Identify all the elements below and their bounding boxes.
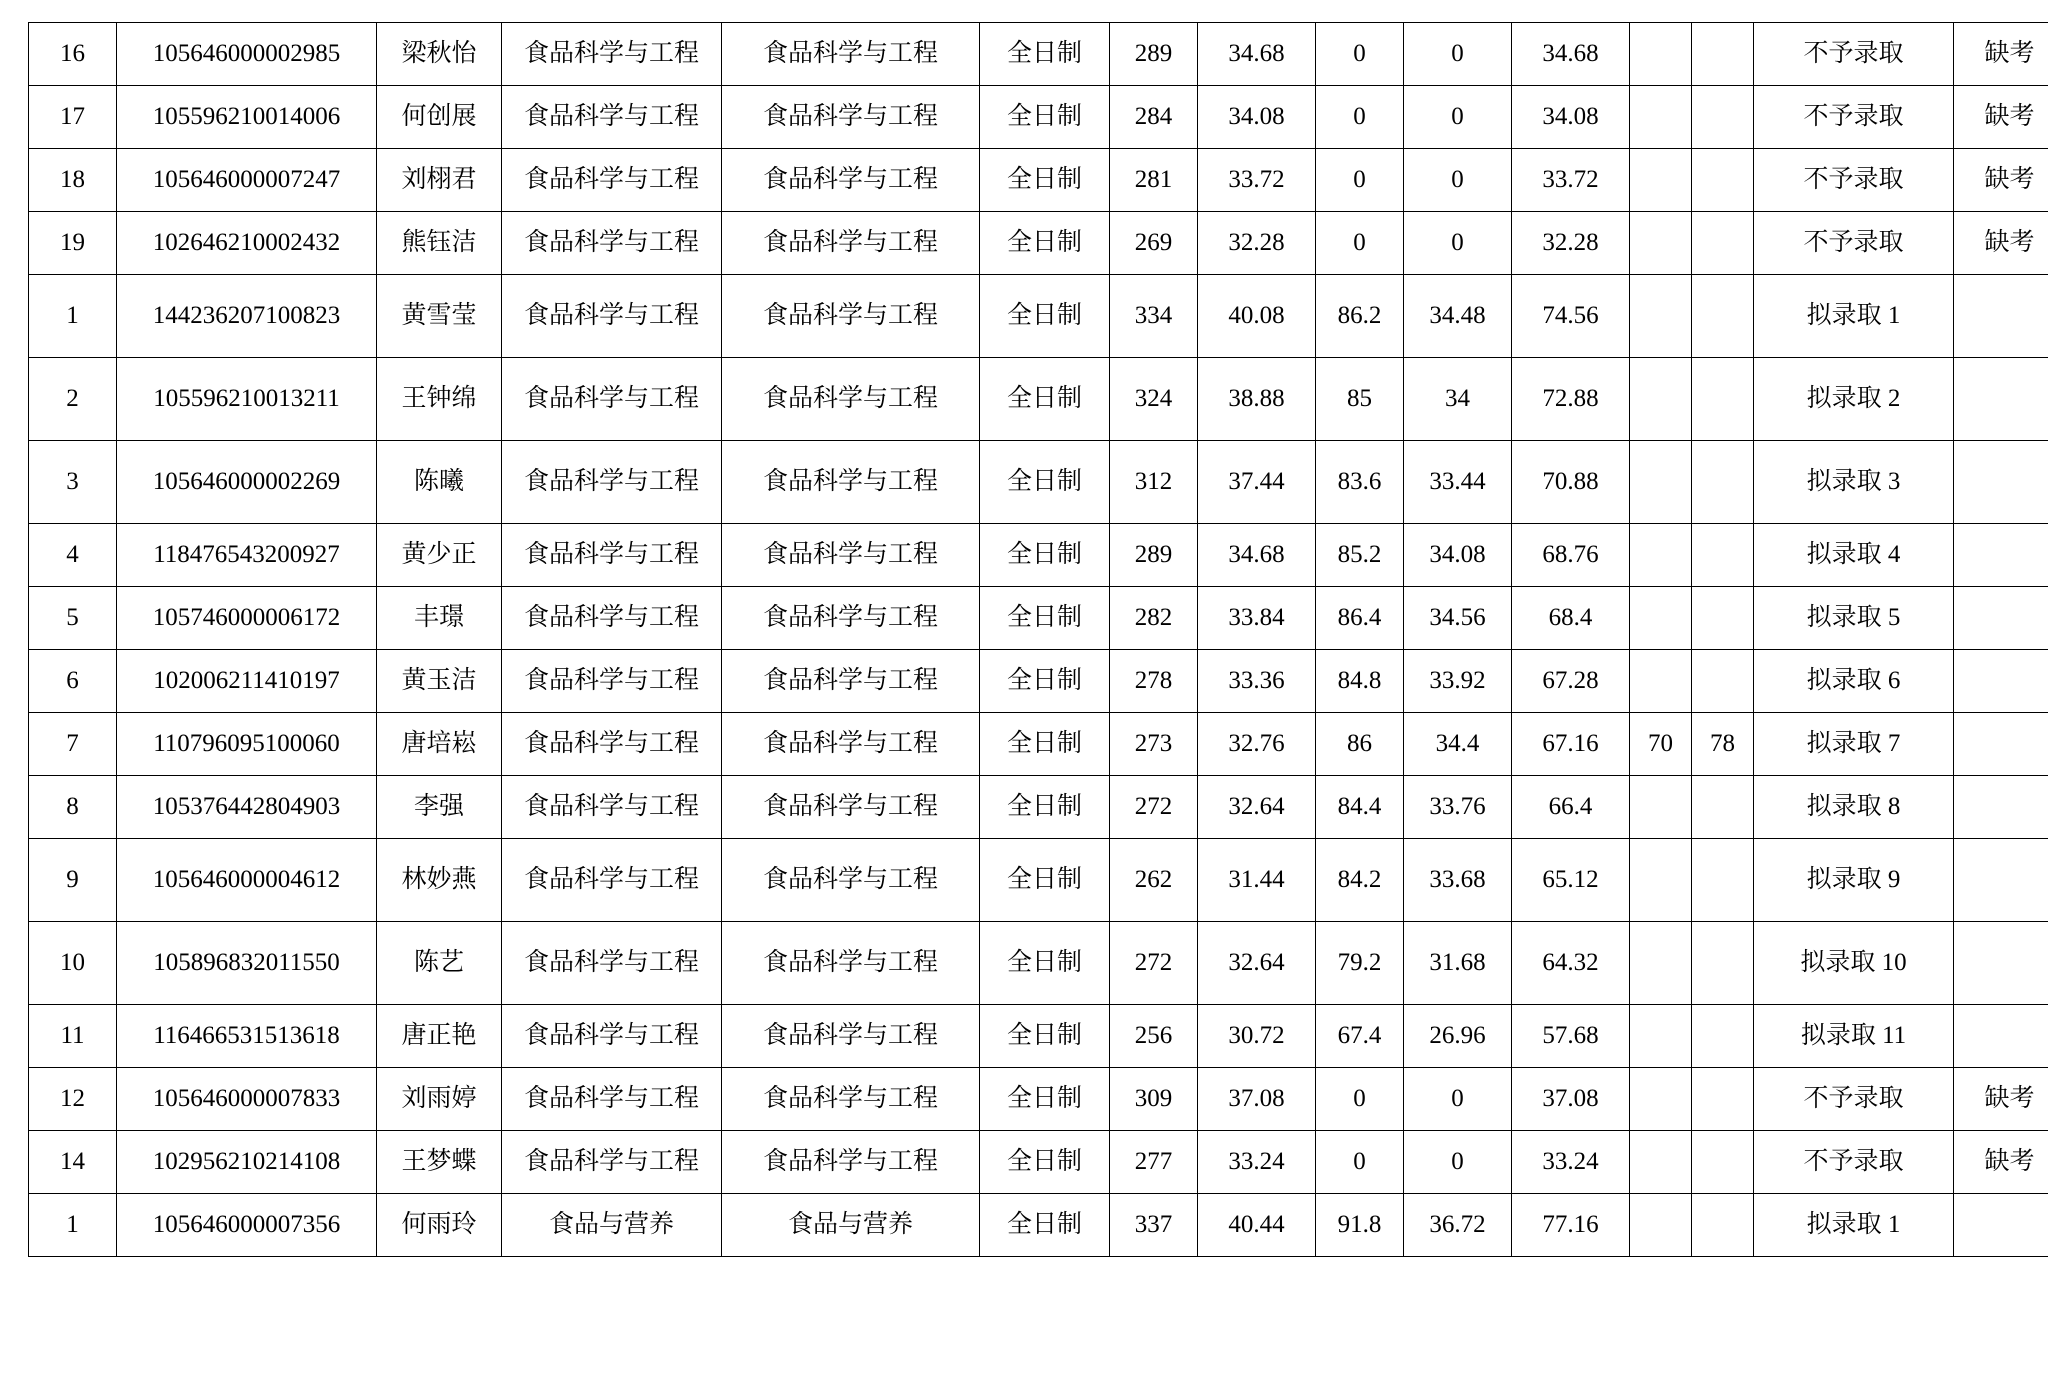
cell-initial-score: 273	[1110, 713, 1198, 776]
cell-study-mode: 全日制	[980, 358, 1110, 441]
cell-study-mode: 全日制	[980, 650, 1110, 713]
cell-candidate-no: 116466531513618	[117, 1005, 377, 1068]
cell-candidate-no: 102956210214108	[117, 1131, 377, 1194]
cell-applied-major: 食品科学与工程	[502, 86, 722, 149]
cell-candidate-no: 105896832011550	[117, 922, 377, 1005]
cell-candidate-no: 105746000006172	[117, 587, 377, 650]
cell-result: 不予录取	[1754, 212, 1954, 275]
cell-name: 刘雨婷	[377, 1068, 502, 1131]
cell-admitted-major: 食品科学与工程	[722, 524, 980, 587]
cell-study-mode: 全日制	[980, 587, 1110, 650]
cell-total-score: 34.68	[1512, 23, 1630, 86]
table-row	[29, 441, 2048, 524]
cell-applied-major: 食品科学与工程	[502, 713, 722, 776]
cell-retest-weighted: 33.68	[1404, 839, 1512, 922]
cell-applied-major: 食品科学与工程	[502, 149, 722, 212]
cell-applied-major: 食品科学与工程	[502, 524, 722, 587]
cell-study-mode: 全日制	[980, 1068, 1110, 1131]
cell-admitted-major: 食品科学与工程	[722, 358, 980, 441]
cell-total-score: 77.16	[1512, 1194, 1630, 1257]
cell-candidate-no: 105646000002269	[117, 441, 377, 524]
cell-candidate-no: 105596210013211	[117, 358, 377, 441]
cell-extra-1	[1630, 524, 1692, 587]
cell-retest-weighted: 0	[1404, 1131, 1512, 1194]
table-row	[29, 86, 2048, 149]
cell-initial-score: 278	[1110, 650, 1198, 713]
cell-study-mode: 全日制	[980, 149, 1110, 212]
cell-extra-2	[1692, 587, 1754, 650]
cell-retest-score: 84.2	[1316, 839, 1404, 922]
cell-retest-score: 0	[1316, 212, 1404, 275]
cell-study-mode: 全日制	[980, 23, 1110, 86]
cell-result: 拟录取 11	[1754, 1005, 1954, 1068]
cell-index: 12	[29, 1068, 117, 1131]
table-row	[29, 839, 2048, 922]
cell-initial-score: 282	[1110, 587, 1198, 650]
cell-index: 14	[29, 1131, 117, 1194]
cell-retest-weighted: 31.68	[1404, 922, 1512, 1005]
cell-total-score: 37.08	[1512, 1068, 1630, 1131]
cell-retest-score: 86.4	[1316, 587, 1404, 650]
cell-note: 缺考	[1954, 212, 2048, 275]
cell-applied-major: 食品科学与工程	[502, 441, 722, 524]
cell-admitted-major: 食品科学与工程	[722, 23, 980, 86]
cell-admitted-major: 食品科学与工程	[722, 275, 980, 358]
cell-admitted-major: 食品科学与工程	[722, 212, 980, 275]
cell-initial-weighted: 34.68	[1198, 524, 1316, 587]
cell-extra-2	[1692, 149, 1754, 212]
table-row	[29, 275, 2048, 358]
cell-index: 1	[29, 275, 117, 358]
cell-initial-weighted: 40.08	[1198, 275, 1316, 358]
cell-extra-1	[1630, 358, 1692, 441]
cell-extra-2	[1692, 1005, 1754, 1068]
cell-retest-weighted: 0	[1404, 23, 1512, 86]
cell-note	[1954, 524, 2048, 587]
cell-note	[1954, 1005, 2048, 1068]
cell-retest-weighted: 34	[1404, 358, 1512, 441]
cell-initial-weighted: 38.88	[1198, 358, 1316, 441]
cell-initial-score: 277	[1110, 1131, 1198, 1194]
cell-result: 拟录取 8	[1754, 776, 1954, 839]
cell-initial-score: 289	[1110, 23, 1198, 86]
cell-retest-score: 0	[1316, 23, 1404, 86]
cell-admitted-major: 食品科学与工程	[722, 650, 980, 713]
cell-extra-2	[1692, 86, 1754, 149]
cell-note	[1954, 275, 2048, 358]
cell-initial-weighted: 33.84	[1198, 587, 1316, 650]
cell-name: 黄玉洁	[377, 650, 502, 713]
cell-index: 7	[29, 713, 117, 776]
cell-extra-1	[1630, 587, 1692, 650]
cell-name: 唐正艳	[377, 1005, 502, 1068]
cell-applied-major: 食品科学与工程	[502, 839, 722, 922]
cell-retest-weighted: 34.08	[1404, 524, 1512, 587]
cell-applied-major: 食品科学与工程	[502, 358, 722, 441]
cell-retest-score: 83.6	[1316, 441, 1404, 524]
cell-name: 何创展	[377, 86, 502, 149]
cell-result: 不予录取	[1754, 86, 1954, 149]
cell-total-score: 65.12	[1512, 839, 1630, 922]
cell-admitted-major: 食品科学与工程	[722, 86, 980, 149]
cell-retest-weighted: 0	[1404, 149, 1512, 212]
cell-extra-1	[1630, 212, 1692, 275]
cell-retest-score: 85	[1316, 358, 1404, 441]
cell-study-mode: 全日制	[980, 922, 1110, 1005]
cell-extra-1	[1630, 1005, 1692, 1068]
cell-result: 拟录取 7	[1754, 713, 1954, 776]
cell-extra-2	[1692, 524, 1754, 587]
cell-admitted-major: 食品科学与工程	[722, 149, 980, 212]
table-row	[29, 1194, 2048, 1257]
cell-extra-1	[1630, 86, 1692, 149]
cell-applied-major: 食品科学与工程	[502, 1005, 722, 1068]
cell-applied-major: 食品科学与工程	[502, 1068, 722, 1131]
cell-total-score: 74.56	[1512, 275, 1630, 358]
cell-note: 缺考	[1954, 23, 2048, 86]
cell-extra-2: 78	[1692, 713, 1754, 776]
cell-retest-score: 0	[1316, 1068, 1404, 1131]
table-row	[29, 149, 2048, 212]
cell-retest-score: 0	[1316, 149, 1404, 212]
cell-extra-1	[1630, 275, 1692, 358]
cell-extra-1	[1630, 1131, 1692, 1194]
cell-admitted-major: 食品科学与工程	[722, 713, 980, 776]
cell-index: 1	[29, 1194, 117, 1257]
table-row	[29, 922, 2048, 1005]
cell-retest-score: 79.2	[1316, 922, 1404, 1005]
cell-candidate-no: 105646000004612	[117, 839, 377, 922]
cell-applied-major: 食品科学与工程	[502, 922, 722, 1005]
cell-note	[1954, 839, 2048, 922]
cell-initial-weighted: 33.72	[1198, 149, 1316, 212]
cell-total-score: 33.72	[1512, 149, 1630, 212]
cell-initial-score: 262	[1110, 839, 1198, 922]
cell-study-mode: 全日制	[980, 1194, 1110, 1257]
table-row	[29, 212, 2048, 275]
cell-name: 林妙燕	[377, 839, 502, 922]
cell-initial-weighted: 37.44	[1198, 441, 1316, 524]
table-row	[29, 1068, 2048, 1131]
cell-retest-weighted: 34.4	[1404, 713, 1512, 776]
table-body	[29, 23, 2048, 1257]
cell-candidate-no: 144236207100823	[117, 275, 377, 358]
cell-retest-score: 67.4	[1316, 1005, 1404, 1068]
cell-name: 陈艺	[377, 922, 502, 1005]
cell-total-score: 64.32	[1512, 922, 1630, 1005]
cell-index: 6	[29, 650, 117, 713]
cell-name: 丰璟	[377, 587, 502, 650]
cell-retest-weighted: 0	[1404, 212, 1512, 275]
cell-admitted-major: 食品科学与工程	[722, 441, 980, 524]
cell-retest-score: 0	[1316, 1131, 1404, 1194]
cell-initial-weighted: 32.76	[1198, 713, 1316, 776]
table-row	[29, 524, 2048, 587]
cell-initial-weighted: 33.24	[1198, 1131, 1316, 1194]
cell-note: 缺考	[1954, 149, 2048, 212]
cell-total-score: 72.88	[1512, 358, 1630, 441]
cell-index: 18	[29, 149, 117, 212]
cell-total-score: 33.24	[1512, 1131, 1630, 1194]
cell-retest-score: 0	[1316, 86, 1404, 149]
cell-initial-score: 281	[1110, 149, 1198, 212]
cell-study-mode: 全日制	[980, 524, 1110, 587]
cell-index: 2	[29, 358, 117, 441]
cell-extra-1	[1630, 1194, 1692, 1257]
table-row	[29, 776, 2048, 839]
cell-total-score: 67.16	[1512, 713, 1630, 776]
cell-initial-score: 256	[1110, 1005, 1198, 1068]
cell-applied-major: 食品科学与工程	[502, 275, 722, 358]
cell-extra-2	[1692, 922, 1754, 1005]
cell-extra-2	[1692, 23, 1754, 86]
cell-candidate-no: 105376442804903	[117, 776, 377, 839]
cell-name: 王钟绵	[377, 358, 502, 441]
cell-note	[1954, 650, 2048, 713]
cell-index: 4	[29, 524, 117, 587]
cell-study-mode: 全日制	[980, 1131, 1110, 1194]
cell-note	[1954, 587, 2048, 650]
cell-initial-score: 272	[1110, 776, 1198, 839]
cell-name: 黄雪莹	[377, 275, 502, 358]
cell-study-mode: 全日制	[980, 86, 1110, 149]
cell-total-score: 68.4	[1512, 587, 1630, 650]
cell-total-score: 57.68	[1512, 1005, 1630, 1068]
cell-note: 缺考	[1954, 1068, 2048, 1131]
cell-initial-weighted: 30.72	[1198, 1005, 1316, 1068]
cell-result: 拟录取 2	[1754, 358, 1954, 441]
admission-table	[28, 22, 2048, 1257]
cell-study-mode: 全日制	[980, 441, 1110, 524]
cell-applied-major: 食品科学与工程	[502, 23, 722, 86]
cell-study-mode: 全日制	[980, 776, 1110, 839]
cell-initial-score: 312	[1110, 441, 1198, 524]
cell-applied-major: 食品科学与工程	[502, 212, 722, 275]
cell-index: 19	[29, 212, 117, 275]
cell-note	[1954, 358, 2048, 441]
cell-index: 17	[29, 86, 117, 149]
cell-retest-weighted: 36.72	[1404, 1194, 1512, 1257]
cell-index: 9	[29, 839, 117, 922]
cell-note: 缺考	[1954, 1131, 2048, 1194]
cell-admitted-major: 食品科学与工程	[722, 839, 980, 922]
cell-name: 刘栩君	[377, 149, 502, 212]
cell-result: 拟录取 10	[1754, 922, 1954, 1005]
cell-retest-score: 84.4	[1316, 776, 1404, 839]
cell-study-mode: 全日制	[980, 275, 1110, 358]
cell-name: 黄少正	[377, 524, 502, 587]
table-row	[29, 587, 2048, 650]
cell-note	[1954, 441, 2048, 524]
cell-admitted-major: 食品科学与工程	[722, 922, 980, 1005]
cell-candidate-no: 118476543200927	[117, 524, 377, 587]
cell-name: 唐培崧	[377, 713, 502, 776]
cell-total-score: 34.08	[1512, 86, 1630, 149]
cell-retest-score: 85.2	[1316, 524, 1404, 587]
cell-retest-weighted: 33.92	[1404, 650, 1512, 713]
cell-index: 16	[29, 23, 117, 86]
cell-applied-major: 食品科学与工程	[502, 650, 722, 713]
cell-extra-2	[1692, 1068, 1754, 1131]
cell-initial-score: 337	[1110, 1194, 1198, 1257]
cell-initial-score: 269	[1110, 212, 1198, 275]
table-row	[29, 1131, 2048, 1194]
cell-study-mode: 全日制	[980, 713, 1110, 776]
cell-candidate-no: 102006211410197	[117, 650, 377, 713]
cell-total-score: 68.76	[1512, 524, 1630, 587]
cell-note	[1954, 1194, 2048, 1257]
cell-retest-weighted: 33.44	[1404, 441, 1512, 524]
cell-extra-1	[1630, 441, 1692, 524]
cell-result: 拟录取 3	[1754, 441, 1954, 524]
cell-retest-score: 84.8	[1316, 650, 1404, 713]
cell-initial-weighted: 31.44	[1198, 839, 1316, 922]
cell-name: 陈曦	[377, 441, 502, 524]
cell-note	[1954, 922, 2048, 1005]
cell-admitted-major: 食品科学与工程	[722, 1068, 980, 1131]
cell-initial-weighted: 34.68	[1198, 23, 1316, 86]
cell-initial-score: 324	[1110, 358, 1198, 441]
cell-extra-2	[1692, 441, 1754, 524]
cell-extra-2	[1692, 212, 1754, 275]
cell-name: 梁秋怡	[377, 23, 502, 86]
table-row	[29, 650, 2048, 713]
cell-initial-score: 289	[1110, 524, 1198, 587]
cell-admitted-major: 食品与营养	[722, 1194, 980, 1257]
cell-candidate-no: 105646000002985	[117, 23, 377, 86]
cell-retest-score: 91.8	[1316, 1194, 1404, 1257]
cell-study-mode: 全日制	[980, 839, 1110, 922]
cell-initial-weighted: 37.08	[1198, 1068, 1316, 1131]
cell-candidate-no: 110796095100060	[117, 713, 377, 776]
cell-retest-score: 86.2	[1316, 275, 1404, 358]
cell-admitted-major: 食品科学与工程	[722, 587, 980, 650]
cell-extra-1: 70	[1630, 713, 1692, 776]
table-row	[29, 713, 2048, 776]
cell-name: 何雨玲	[377, 1194, 502, 1257]
cell-result: 拟录取 1	[1754, 1194, 1954, 1257]
cell-candidate-no: 102646210002432	[117, 212, 377, 275]
cell-extra-1	[1630, 1068, 1692, 1131]
cell-retest-weighted: 33.76	[1404, 776, 1512, 839]
cell-retest-weighted: 34.56	[1404, 587, 1512, 650]
cell-extra-1	[1630, 839, 1692, 922]
cell-index: 11	[29, 1005, 117, 1068]
cell-note	[1954, 713, 2048, 776]
cell-retest-weighted: 34.48	[1404, 275, 1512, 358]
cell-result: 拟录取 1	[1754, 275, 1954, 358]
cell-applied-major: 食品科学与工程	[502, 587, 722, 650]
cell-retest-weighted: 0	[1404, 86, 1512, 149]
cell-applied-major: 食品与营养	[502, 1194, 722, 1257]
cell-applied-major: 食品科学与工程	[502, 776, 722, 839]
cell-extra-2	[1692, 776, 1754, 839]
cell-extra-2	[1692, 275, 1754, 358]
cell-initial-weighted: 33.36	[1198, 650, 1316, 713]
cell-extra-2	[1692, 839, 1754, 922]
cell-extra-2	[1692, 650, 1754, 713]
table-row	[29, 358, 2048, 441]
cell-initial-score: 334	[1110, 275, 1198, 358]
cell-candidate-no: 105646000007356	[117, 1194, 377, 1257]
cell-admitted-major: 食品科学与工程	[722, 1131, 980, 1194]
cell-candidate-no: 105596210014006	[117, 86, 377, 149]
cell-initial-score: 284	[1110, 86, 1198, 149]
cell-extra-1	[1630, 650, 1692, 713]
cell-index: 10	[29, 922, 117, 1005]
cell-extra-1	[1630, 776, 1692, 839]
cell-index: 5	[29, 587, 117, 650]
cell-initial-weighted: 40.44	[1198, 1194, 1316, 1257]
cell-candidate-no: 105646000007833	[117, 1068, 377, 1131]
cell-applied-major: 食品科学与工程	[502, 1131, 722, 1194]
cell-initial-score: 309	[1110, 1068, 1198, 1131]
cell-total-score: 66.4	[1512, 776, 1630, 839]
cell-result: 不予录取	[1754, 1068, 1954, 1131]
cell-result: 不予录取	[1754, 149, 1954, 212]
cell-retest-weighted: 26.96	[1404, 1005, 1512, 1068]
cell-result: 拟录取 6	[1754, 650, 1954, 713]
cell-result: 拟录取 5	[1754, 587, 1954, 650]
cell-result: 拟录取 4	[1754, 524, 1954, 587]
cell-note	[1954, 776, 2048, 839]
cell-name: 王梦蝶	[377, 1131, 502, 1194]
cell-study-mode: 全日制	[980, 1005, 1110, 1068]
cell-note: 缺考	[1954, 86, 2048, 149]
cell-study-mode: 全日制	[980, 212, 1110, 275]
cell-extra-1	[1630, 23, 1692, 86]
cell-result: 不予录取	[1754, 1131, 1954, 1194]
cell-retest-score: 86	[1316, 713, 1404, 776]
cell-candidate-no: 105646000007247	[117, 149, 377, 212]
cell-index: 3	[29, 441, 117, 524]
cell-index: 8	[29, 776, 117, 839]
cell-initial-score: 272	[1110, 922, 1198, 1005]
cell-total-score: 32.28	[1512, 212, 1630, 275]
cell-result: 拟录取 9	[1754, 839, 1954, 922]
cell-initial-weighted: 32.64	[1198, 776, 1316, 839]
cell-initial-weighted: 34.08	[1198, 86, 1316, 149]
cell-retest-weighted: 0	[1404, 1068, 1512, 1131]
cell-total-score: 70.88	[1512, 441, 1630, 524]
cell-extra-2	[1692, 1194, 1754, 1257]
cell-extra-1	[1630, 922, 1692, 1005]
cell-name: 李强	[377, 776, 502, 839]
cell-admitted-major: 食品科学与工程	[722, 1005, 980, 1068]
cell-total-score: 67.28	[1512, 650, 1630, 713]
cell-extra-1	[1630, 149, 1692, 212]
cell-extra-2	[1692, 1131, 1754, 1194]
cell-extra-2	[1692, 358, 1754, 441]
cell-admitted-major: 食品科学与工程	[722, 776, 980, 839]
table-row	[29, 23, 2048, 86]
cell-initial-weighted: 32.28	[1198, 212, 1316, 275]
cell-name: 熊钰洁	[377, 212, 502, 275]
cell-initial-weighted: 32.64	[1198, 922, 1316, 1005]
cell-result: 不予录取	[1754, 23, 1954, 86]
table-row	[29, 1005, 2048, 1068]
